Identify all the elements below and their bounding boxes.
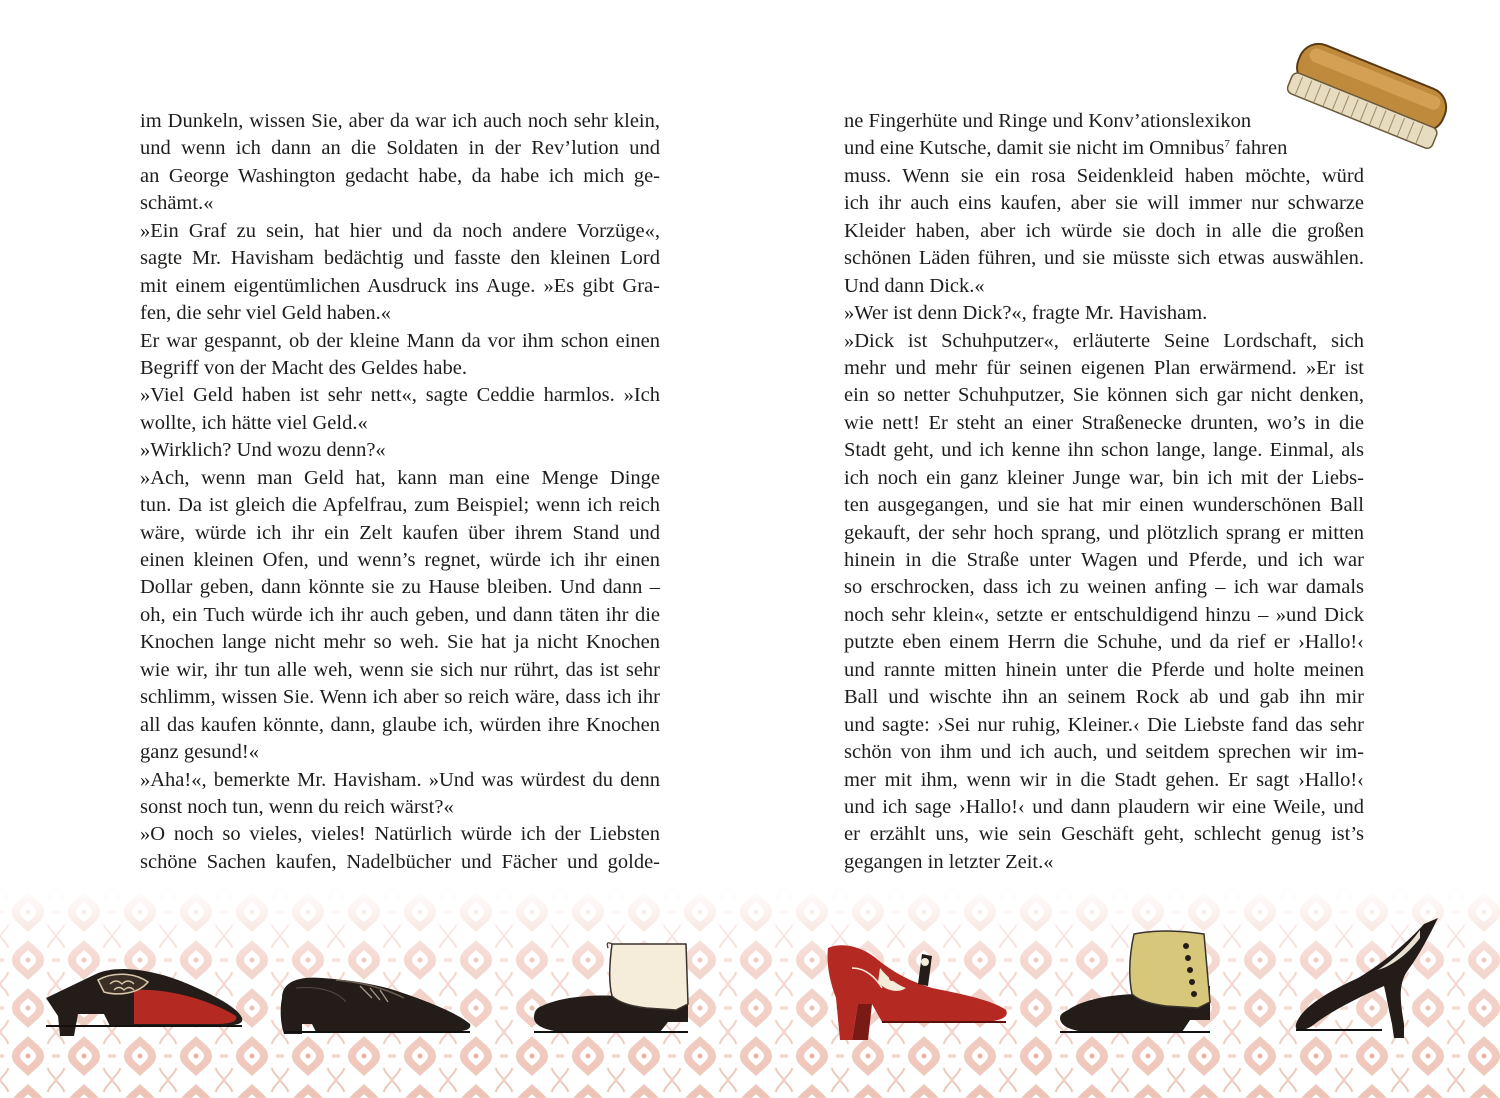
text-line: schönen Läden führen, und sie müsste sich etwas auswählen.	[844, 247, 1364, 270]
text-line: schön von ihm und ich auch, und seitdem sprechen wir im-	[844, 741, 1364, 764]
text-line: und wenn ich dann an die Soldaten in der Rev’lution und	[140, 137, 660, 160]
text-line: gegangen in letzter Zeit.«	[844, 850, 1054, 873]
right-page-text	[844, 108, 1364, 876]
text-line: »Wirklich? Und wozu denn?«	[140, 439, 386, 462]
text-line: und sagte: ›Sei nur ruhig, Kleiner.‹ Die Liebste fand das sehr	[844, 713, 1364, 736]
text-line: und ich sage ›Hallo!‹ und dann plaudern wir eine Weile, und	[844, 795, 1364, 818]
mary-jane-shoe-icon	[822, 938, 1012, 1042]
text-line-footnote	[844, 135, 1364, 162]
text-line: im Dunkeln, wissen Sie, aber da war ich auch noch sehr klein,	[140, 110, 660, 132]
text-line: ten ausgegangen, und sie hat mir einen wunderschönen Ball	[844, 494, 1364, 517]
slipper-shoe-icon	[38, 960, 248, 1040]
text-line: an George Washington gedacht habe, da habe ich mich ge-	[140, 164, 660, 187]
text-line: schlimm, wissen Sie. Wenn ich aber so reich wäre, dass ich ihr	[140, 686, 660, 709]
text-line: hinein in die Straße unter Wagen und Pferde, und ich war	[844, 549, 1364, 571]
text-line: sonst noch tun, wenn du reich wärst?«	[140, 795, 454, 818]
text-line: oh, ein Tuch würde ich ihr auch geben, und dann täten ihr die	[140, 603, 660, 626]
footnote-after: fahren	[1229, 137, 1288, 160]
text-line: »O noch so vieles, vieles! Natürlich würde ich der Liebsten	[140, 823, 660, 846]
left-page-text	[140, 108, 660, 876]
footnote-text: und eine Kutsche, damit sie nicht im Omnibus	[844, 137, 1225, 160]
text-line: »Ein Graf zu sein, hat hier und da noch andere Vorzüge«,	[140, 219, 660, 242]
text-line: wie nett! Er steht an einer Straßenecke drunten, wo’s in die	[844, 411, 1364, 434]
footnote-ref[interactable]: 7	[1224, 138, 1230, 151]
text-line: so erschrocken, dass ich zu weinen anfing – ich war damals	[844, 576, 1364, 599]
text-line: ganz gesund!«	[140, 741, 259, 764]
text-line: Stadt geht, und ich kenne ihn schon lange, lange. Einmal, als	[844, 439, 1364, 462]
text-line: »Dick ist Schuhputzer«, erläuterte Seine Lordschaft, sich	[844, 329, 1364, 352]
text-line: Ball und wischte ihn an seinem Rock ab und gab ihn mir	[844, 686, 1364, 709]
text-line: »Aha!«, bemerkte Mr. Havisham. »Und was würdest du denn	[140, 768, 660, 791]
text-line: fen, die sehr viel Geld haben.«	[140, 302, 392, 325]
text-line: ne Fingerhüte und Ringe und Konv’ationslexikon	[844, 110, 1252, 132]
pump-shoe-icon	[1292, 914, 1442, 1042]
text-line: und rannte mitten hinein unter die Pferde und holte meinen	[844, 658, 1364, 681]
text-line: ich ihr auch eins kaufen, aber sie will immer nur schwarze	[844, 192, 1364, 215]
text-line: »Ach, wenn man Geld hat, kann man eine Menge Dinge	[140, 466, 660, 489]
spat-boot-white-icon	[528, 940, 698, 1040]
text-line: tun. Da ist gleich die Apfelfrau, zum Beispiel; wenn ich reich	[140, 494, 660, 517]
text-line: mer mit ihm, wenn wir in die Stadt gehen. Er sagt ›Hallo!‹	[844, 768, 1364, 791]
text-line: Dollar geben, dann könnte sie zu Hause bleiben. Und dann –	[140, 576, 660, 599]
text-line: sagte Mr. Havisham bedächtig und fasste den kleinen Lord	[140, 247, 660, 270]
text-line: wie wir, ihr tun alle weh, wenn sie sich nur rührt, das ist sehr	[140, 658, 660, 681]
text-line: mehr und mehr für seinen eigenen Plan erwärmend. »Er ist	[844, 356, 1364, 379]
text-line: ein so netter Schuhputzer, Sie können sich gar nicht denken,	[844, 384, 1364, 407]
text-line: all das kaufen könnte, dann, glaube ich, würden ihre Knochen	[140, 713, 660, 736]
oxford-shoe-icon	[276, 968, 476, 1040]
text-line: wollte, ich hätte viel Geld.«	[140, 411, 368, 434]
text-line: er erzählt uns, wie sein Geschäft geht, schlecht genug ist’s	[844, 823, 1364, 846]
text-line: Und dann Dick.«	[844, 274, 985, 297]
spat-boot-yellow-icon	[1058, 928, 1218, 1040]
text-line: »Wer ist denn Dick?«, fragte Mr. Havisham.	[844, 302, 1208, 325]
text-line: wäre, würde ich ihr ein Zelt kaufen über ihrem Stand und	[140, 521, 660, 544]
text-line: putzte eben einem Herrn die Schuhe, und da rief er ›Hallo!‹	[844, 631, 1364, 654]
text-line: Begriff von der Macht des Geldes habe.	[140, 356, 467, 379]
text-line: mit einem eigentümlichen Ausdruck ins Auge. »Es gibt Gra-	[140, 274, 660, 297]
text-line: »Viel Geld haben ist sehr nett«, sagte Ceddie harmlos. »Ich	[140, 384, 660, 407]
text-line: ich noch ein ganz kleiner Junge war, bin ich mit der Liebs-	[844, 466, 1364, 489]
text-line: muss. Wenn sie ein rosa Seidenkleid haben möchte, würd	[844, 164, 1364, 187]
text-line: Kleider haben, aber ich würde sie doch in alle die großen	[844, 219, 1364, 242]
text-line: schämt.«	[140, 192, 214, 215]
text-line: noch sehr klein«, setzte er entschuldigend hinzu – »und Dick	[844, 603, 1364, 626]
text-line: gekauft, der sehr hoch sprang, und plötzlich sprang er mitten	[844, 521, 1364, 544]
text-line: Er war gespannt, ob der kleine Mann da vor ihm schon einen	[140, 329, 660, 352]
text-line: schöne Sachen kaufen, Nadelbücher und Fächer und golde-	[140, 850, 660, 873]
text-line: einen kleinen Ofen, und wenn’s regnet, würde ich ihr einen	[140, 549, 660, 571]
text-line: Knochen lange nicht mehr so weh. Sie hat ja nicht Knochen	[140, 631, 660, 654]
